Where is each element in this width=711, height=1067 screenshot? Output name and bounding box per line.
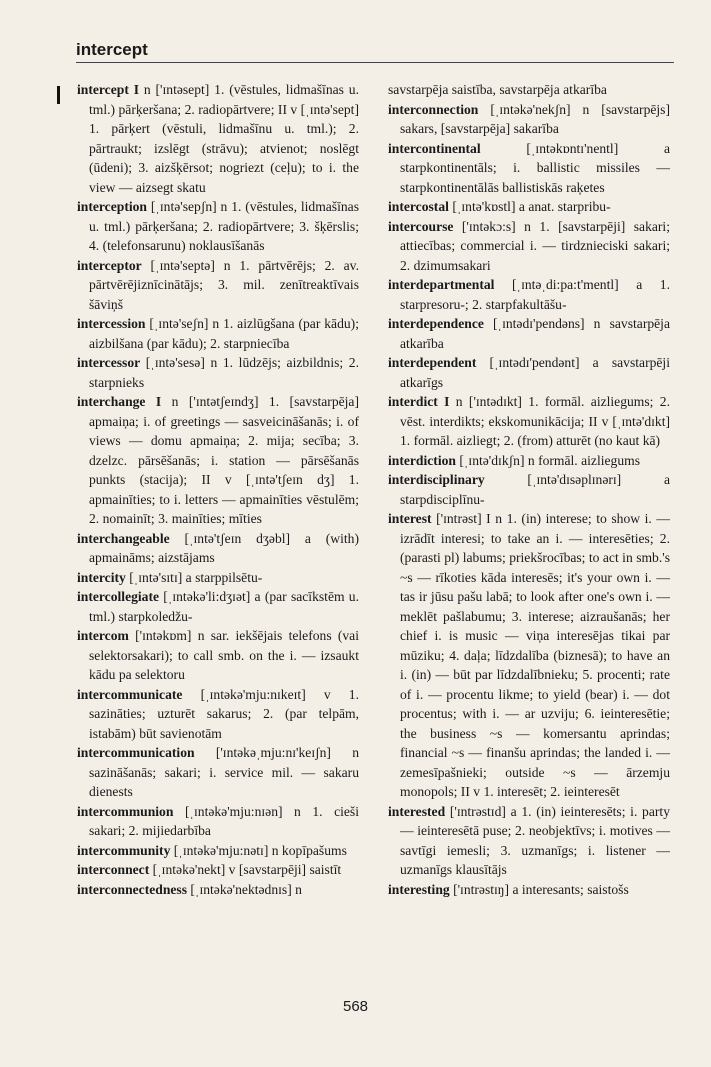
headword: interceptor: [77, 257, 142, 273]
entry-definition: [ˌɪntə'seʃn] n 1. aizlūgšana (par kādu); aizbilšana (par kādu); 2. starpniecība: [89, 316, 359, 351]
headword: intercom: [77, 628, 129, 643]
entry-definition: savstarpēja saistība, savstarpēja atkarība: [388, 82, 607, 97]
entry-definition: [ˌɪntə'septə] n 1. pārtvērējs; 2. av. pārtvērējiznīcinātājs; 3. mil. zenītreaktīvais šāviņš: [89, 257, 359, 312]
dictionary-entry: [388, 197, 670, 217]
entry-definition: [ˌɪntə'kɒstl] a anat. starpribu-: [448, 199, 611, 214]
dictionary-entry: [77, 197, 359, 256]
entry-definition: [ˌɪntədɪ'pendənt] a savstarpēji atkarīgs: [400, 355, 670, 390]
headword: interesting: [388, 881, 450, 897]
headword: intercontinental: [388, 140, 481, 156]
entry-definition: ['ɪntrəstɪd] a 1. (in) ieinteresēts; i. party — ieinteresētā puse; 2. neobjektīvs; i. motives — savtīgi iemesli; 3. uzmanīgs; i. listener — uzmanīgs klausītājs: [400, 803, 670, 877]
headword: intercollegiate: [77, 589, 160, 604]
headword: interdependence: [388, 316, 484, 331]
entry-definition: n ['ɪntətʃeɪndʒ] 1. [savstarpēja] apmaiņa; i. of greetings — sasveicināšanās; i. of views — domu apmaiņa; 2. mija; secība; 3. dzelzc. pārsēšanās; i. station — pārsēšanās punkts (stacija); II v [ˌɪntə'tʃeɪn dʒ] 1. apmainīties; to i. letters — apmainīties vēstulēm; 2. nomainīt; 3. mainīties; mīties: [89, 394, 359, 526]
entry-definition: [ˌɪntəkə'mju:nətɪ] n kopīpašums: [170, 842, 347, 858]
dictionary-entry: [77, 392, 359, 529]
entry-definition: [ˌɪntəkə'mju:nɪkeɪt] v 1. sazināties; uzturēt sakarus; 2. (par telpām, istabām) būt savienotām: [89, 686, 359, 741]
entry-definition: [ˌɪntə'sɪtɪ] a starppilsētu-: [125, 569, 263, 585]
dictionary-entry: [388, 392, 670, 451]
headword: interdepartmental: [388, 277, 495, 292]
headword: interdisciplinary: [388, 472, 485, 487]
dictionary-entry: [77, 841, 359, 861]
headword: interdiction: [388, 452, 456, 468]
entry-definition: [ˌɪntəkə'nekt] v [savstarpēji] saistīt: [149, 862, 342, 877]
dictionary-entry: [77, 685, 359, 744]
dictionary-entry: [388, 353, 670, 392]
headword: interested: [388, 803, 446, 819]
entry-definition: n ['ɪntədɪkt] 1. formāl. aizliegums; 2. vēst. interdikts; ekskomunikācija; II v [ˌɪntə'dɪkt] 1. formāl. aizliegt; 2. (from) atturēt (no kaut kā): [400, 394, 670, 448]
right-column: [388, 80, 670, 899]
headword: intercessor: [77, 355, 141, 370]
dictionary-entry: [77, 860, 359, 880]
headword: intercommunity: [77, 842, 171, 858]
headword: intercession: [77, 316, 146, 331]
entry-definition: [ˌɪntə'sepʃn] n 1. (vēstules, lidmašīnas u. tml.) pārķeršana; 2. radiopārtvere; 3. šķērslis; 4. (telefonsarunu) noklausīšanās: [89, 199, 359, 253]
entry-definition: [ˌɪntədɪ'pendəns] n savstarpēja atkarība: [400, 316, 670, 351]
headword: interconnectedness: [77, 881, 187, 897]
headword: interception: [77, 199, 147, 214]
dictionary-entry: [77, 626, 359, 685]
left-column: [77, 80, 359, 899]
headword: interchange I: [77, 394, 162, 409]
headword: intercity: [77, 569, 126, 585]
headword: intercostal: [388, 199, 449, 214]
headword: interdict I: [388, 394, 450, 409]
dictionary-entry: [388, 314, 670, 353]
entry-definition: ['ɪntrəstɪŋ] a interesants; saistošs: [449, 881, 629, 897]
dictionary-entry: [77, 802, 359, 841]
dictionary-entry: [388, 451, 670, 471]
entry-definition: ['ɪntrəst] I n 1. (in) interese; to show i. — izrādīt interesi; to take an i. — interesēties; 2. (parasti pl) labums; priekšrocības; to act in smb.'s ~s — rīkoties kāda interesēs; it's your own i. — tas ir jūsu pašu labā; to look after one's own i. — meklēt pašlabumu; 3. interese; aizraušanās; her chief i. is music — viņa interesējas tikai par mūziku; 4. daļa; līdzdalība (biznesā); to have an i. (in) — būt par līdzdalībnieku; 5. procenti; rate of i. — procentu likme; to yield (bear) i. — dot procentus; with i. — ar uzviju; 6. ieinteresētie; the business ~s — komersantu aprindas; financial ~s — finanšu aprindas; the landed i. — zemesīpašnieki; outside ~s — ārzemju monopols; II v 1. interesēt; 2. ieinteresēt: [400, 511, 670, 799]
dictionary-entry: [388, 100, 670, 139]
entry-definition: [ˌɪntəkə'nektədnɪs] n: [187, 881, 302, 897]
margin-marker: [57, 86, 60, 104]
header-rule: [76, 62, 674, 63]
entry-definition: n ['ɪntəsept] 1. (vēstules, lidmašīnas u. tml.) pārķeršana; 2. radiopārtvere; II v [ˌɪntə'sept] 1. pārķert (vēstuli, lidmašīnu u. tml.); 2. pārtraukt; izslēgt (strāvu); atvienot; noslēgt (ūdeni); 3. aizšķērsot; nogriezt (ceļu); to i. the view — aizsegt skatu: [89, 82, 359, 195]
dictionary-entry: [388, 802, 670, 880]
headword: intercommunication: [77, 745, 195, 760]
dictionary-entry: [77, 353, 359, 392]
entry-definition: [ˌɪntəˌdi:pa:t'mentl] a 1. starpresoru-; 2. starpfakultāšu-: [400, 277, 670, 312]
dictionary-entry: [388, 139, 670, 198]
entry-definition: [ˌɪntə'sesə] n 1. lūdzējs; aizbildnis; 2. starpnieks: [89, 355, 359, 390]
dictionary-entry: [77, 568, 359, 588]
entry-definition: [ˌɪntəkɒntɪ'nentl] a starpkontinentāls; i. ballistic missiles — starpkontinentālās ballistiskās raķetes: [400, 140, 670, 195]
dictionary-entry: [77, 80, 359, 197]
page-number: 568: [342, 998, 369, 1015]
entry-definition: ['ɪntəkəˌmju:nɪ'keɪʃn] n sazināšanās; sakari; i. service mil. — sakaru dienests: [89, 745, 359, 799]
dictionary-entry: [388, 275, 670, 314]
dictionary-entry: [388, 470, 670, 509]
dictionary-entry: [77, 743, 359, 802]
dictionary-entry: [77, 314, 359, 353]
headword: interchangeable: [77, 530, 170, 546]
entry-definition: [ˌɪntə'dɪsəplɪnərɪ] a starpdisciplīnu-: [400, 472, 670, 507]
entry-definition: [ˌɪntə'dɪkʃn] n formāl. aizliegums: [455, 452, 640, 468]
dictionary-entry: [388, 880, 670, 900]
entry-definition: ['ɪntəkɒm] n sar. iekšējais telefons (vai selektorsakari); to call smb. on the i. — izsaukt kādu pa selektoru: [89, 628, 359, 682]
entry-definition: [ˌɪntəkə'nekʃn] n [savstarpējs] sakars, [savstarpēja] sakarība: [400, 101, 670, 136]
dictionary-entry: [388, 80, 670, 100]
headword: interconnection: [388, 101, 479, 117]
dictionary-entry: [77, 529, 359, 568]
entry-definition: [ˌɪntəkə'li:dʒɪət] a (par sacīkstēm u. tml.) starpkoledžu-: [89, 589, 359, 624]
headword: intercommunicate: [77, 686, 183, 702]
headword: interest: [388, 511, 432, 526]
dictionary-entry: [77, 587, 359, 626]
headword: intercept I: [77, 82, 139, 97]
dictionary-entry: [388, 217, 670, 276]
entry-definition: [ˌɪntə'tʃeɪn dʒəbl] a (with) apmaināms; aizstājams: [89, 530, 359, 565]
headword: intercourse: [388, 218, 454, 234]
entry-definition: [ˌɪntəkə'mju:nɪən] n 1. cieši sakari; 2. mijiedarbība: [89, 803, 359, 838]
headword: interconnect: [77, 862, 150, 877]
entry-definition: ['ɪntəkɔ:s] n 1. [savstarpēji] sakari; attiecības; commercial i. — tirdznieciski sakari; 2. dzimumsakari: [400, 218, 670, 273]
headword: intercommunion: [77, 803, 174, 819]
running-header: intercept: [76, 40, 148, 59]
headword: interdependent: [388, 355, 477, 370]
dictionary-entry: [388, 509, 670, 802]
dictionary-entry: [77, 256, 359, 315]
dictionary-entry: [77, 880, 359, 900]
